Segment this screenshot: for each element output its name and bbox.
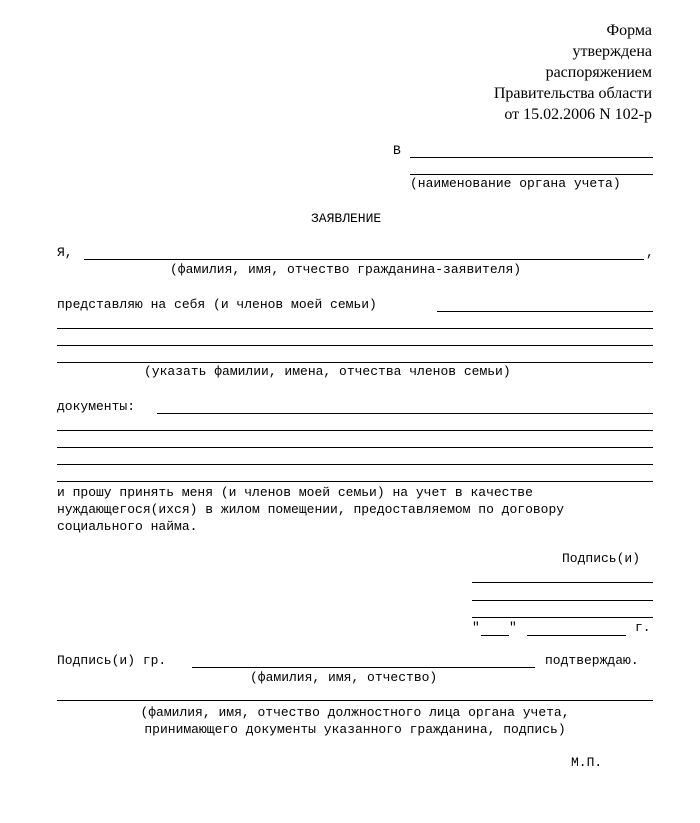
date-year-suffix: г. (635, 620, 651, 635)
request-line-1: и прошу принять меня (и членов моей семьи) на учет в качестве (57, 485, 533, 500)
documents-field-line-1[interactable] (157, 413, 653, 414)
date-month-line[interactable] (527, 635, 626, 636)
confirmation-name-line[interactable] (192, 667, 535, 668)
recipient-field-line-2[interactable] (410, 174, 653, 175)
official-field-line[interactable] (57, 700, 653, 701)
request-line-2: нуждающегося(ихся) в жилом помещении, предоставляемом по договору (57, 502, 565, 517)
family-label: представляю на себя (и членов моей семьи) (57, 297, 377, 312)
confirmation-suffix: подтверждаю. (545, 653, 639, 668)
documents-field-line-4[interactable] (57, 464, 653, 465)
official-caption (57, 704, 653, 738)
request-paragraph (57, 484, 564, 535)
applicant-suffix: , (646, 245, 654, 260)
family-field-line-1[interactable] (437, 311, 653, 312)
documents-field-line-5[interactable] (57, 481, 653, 482)
confirmation-prefix: Подпись(и) гр. (57, 653, 167, 668)
recipient-field-line[interactable] (410, 157, 653, 158)
signature-line-1[interactable] (472, 582, 653, 583)
family-field-line-2[interactable] (57, 328, 653, 329)
applicant-name-line[interactable] (84, 259, 644, 260)
documents-label: документы: (57, 399, 136, 414)
approval-line-form: Форма (606, 22, 652, 39)
family-field-line-3[interactable] (57, 345, 653, 346)
family-field-line-4[interactable] (57, 362, 653, 363)
confirmation-caption: (фамилия, имя, отчество) (250, 670, 438, 685)
approval-block (494, 20, 652, 125)
signatures-label: Подпись(и) (562, 551, 641, 566)
documents-field-line-2[interactable] (57, 430, 653, 431)
applicant-caption: (фамилия, имя, отчество гражданина-заявителя) (170, 262, 522, 277)
date-day-line[interactable] (481, 635, 509, 636)
official-caption-line-1: (фамилия, имя, отчество должностного лица органа учета, (140, 705, 570, 720)
approval-line-date: от 15.02.2006 N 102-р (504, 106, 652, 123)
official-caption-line-2: принимающего документы указанного гражданина, подпись) (144, 722, 566, 737)
date-quote-open: " (472, 620, 480, 635)
document-title: ЗАЯВЛЕНИЕ (311, 211, 382, 226)
recipient-prefix: В (393, 143, 401, 158)
approval-line-order: распоряжением (545, 64, 652, 81)
date-quote-close: " (509, 620, 517, 635)
family-caption: (указать фамилии, имена, отчества членов семьи) (144, 364, 511, 379)
applicant-prefix: Я, (57, 245, 73, 260)
approval-line-government: Правительства области (493, 85, 652, 102)
documents-field-line-3[interactable] (57, 447, 653, 448)
signature-line-3[interactable] (472, 617, 653, 618)
recipient-caption: (наименование органа учета) (410, 176, 621, 191)
stamp-place: М.П. (571, 755, 603, 770)
request-line-3: социального найма. (57, 519, 198, 534)
signature-line-2[interactable] (472, 600, 653, 601)
approval-line-approved: утверждена (572, 43, 652, 60)
